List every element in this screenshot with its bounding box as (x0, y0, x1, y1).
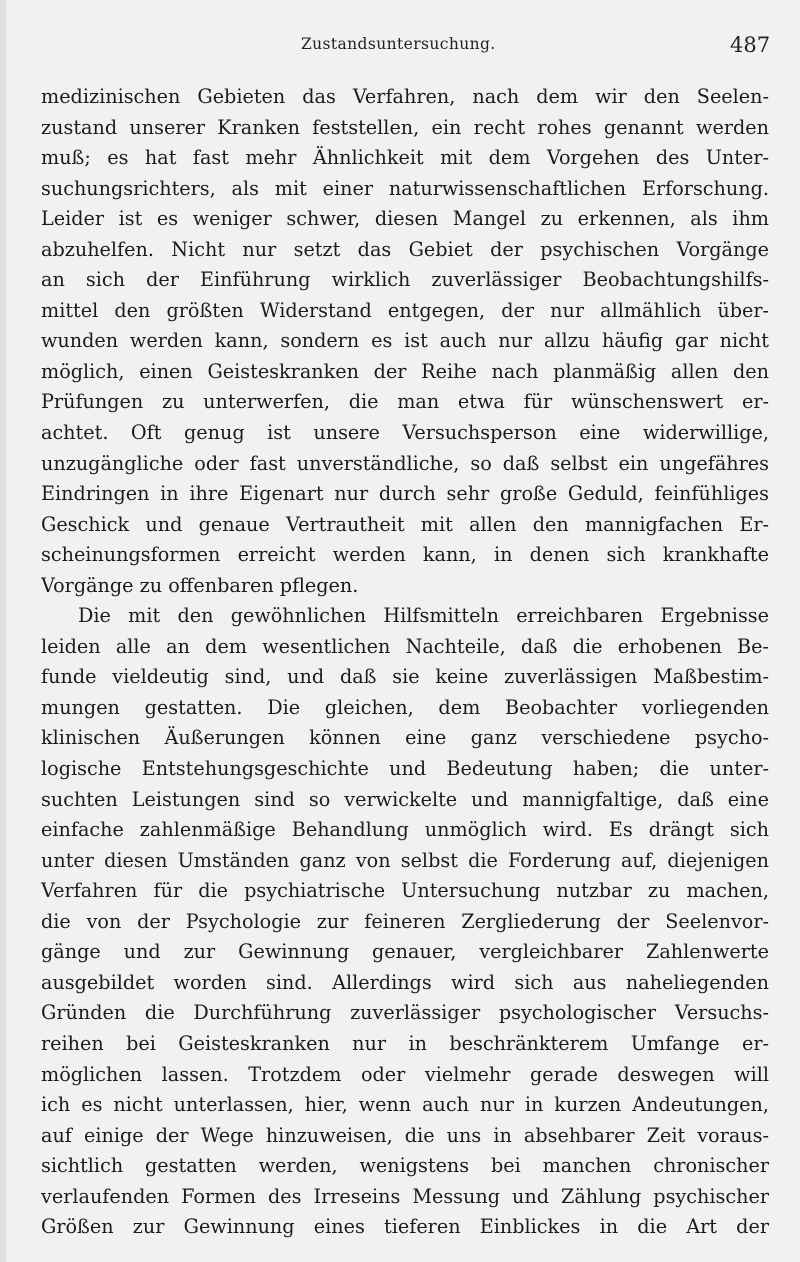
text-line: mungen gestatten. Die gleichen, dem Beobachter vorliegenden (41, 695, 769, 719)
text-line: möglichen lassen. Trotzdem oder vielmehr gerade deswegen will (41, 1062, 769, 1086)
text-line: abzuhelfen. Nicht nur setzt das Gebiet der psychischen Vorgänge (41, 237, 769, 261)
text-line: medizinischen Gebieten das Verfahren, nach dem wir den Seelen- (41, 85, 769, 108)
text-line: muß; es hat fast mehr Ähnlichkeit mit dem Vorgehen des Unter- (41, 146, 769, 170)
text-line: klinischen Äußerungen können eine ganz verschiedene psycho- (41, 726, 769, 750)
text-line: Geschick und genaue Vertrautheit mit allen den mannigfachen Er- (41, 512, 769, 536)
text-line: mittel den größten Widerstand entgegen, der nur allmählich über- (41, 298, 769, 322)
text-line: scheinungsformen erreicht werden kann, in denen sich krankhafte (41, 543, 769, 567)
text-line: leiden alle an dem wesentlichen Nachteile, daß die erhobenen Be- (41, 634, 769, 658)
text-line: wunden werden kann, sondern es ist auch nur allzu häufig gar nicht (41, 329, 769, 353)
text-line: verlaufenden Formen des Irreseins Messung und Zählung psychischer (41, 1184, 769, 1208)
page-number: 487 (730, 33, 771, 57)
text-line: reihen bei Geisteskranken nur in beschränkterem Umfange er- (41, 1031, 769, 1055)
text-line: die von der Psychologie zur feineren Zergliederung der Seelenvor- (41, 909, 769, 933)
text-line: Eindringen in ihre Eigenart nur durch sehr große Geduld, feinfühliges (41, 482, 769, 506)
text-line: funde vieldeutig sind, und daß sie keine zuverlässigen Maßbestim- (41, 665, 769, 689)
body-text (41, 82, 769, 1243)
text-line: ich es nicht unterlassen, hier, wenn auch nur in kurzen Andeutungen, (41, 1093, 769, 1117)
text-line: achtet. Oft genug ist unsere Versuchsperson eine widerwillige, (41, 421, 769, 445)
text-line: einfache zahlenmäßige Behandlung unmöglich wird. Es drängt sich (41, 818, 769, 842)
text-line: möglich, einen Geisteskranken der Reihe nach planmäßig allen den (41, 359, 769, 383)
text-line: gänge und zur Gewinnung genauer, vergleichbarer Zahlenwerte (41, 940, 769, 964)
text-line: zustand unserer Kranken feststellen, ein recht rohes genannt werden (41, 115, 769, 139)
text-line: ausgebildet worden sind. Allerdings wird sich aus naheliegenden (41, 970, 769, 994)
text-line: unzugängliche oder fast unverständliche, so daß selbst ein ungefähres (41, 451, 769, 475)
text-line: Leider ist es weniger schwer, diesen Mangel zu erkennen, als ihm (41, 207, 769, 231)
text-line: an sich der Einführung wirklich zuverlässiger Beobachtungshilfs- (41, 268, 769, 292)
paragraph-first-line: Die mit den gewöhnlichen Hilfsmitteln erreichbaren Ergebnisse (78, 604, 769, 628)
text-line: Verfahren für die psychiatrische Untersuchung nutzbar zu machen, (41, 879, 769, 903)
text-line: auf einige der Wege hinzuweisen, die uns in absehbarer Zeit voraus- (41, 1123, 769, 1147)
text-line: Größen zur Gewinnung eines tieferen Einblickes in die Art der (41, 1215, 769, 1239)
text-line: logische Entstehungsgeschichte und Bedeutung haben; die unter- (41, 757, 769, 781)
text-line: suchten Leistungen sind so verwickelte und mannigfaltige, daß eine (41, 787, 769, 811)
text-line: unter diesen Umständen ganz von selbst die Forderung auf, diejenigen (41, 848, 769, 872)
text-line: Gründen die Durchführung zuverlässiger psychologischer Versuchs- (41, 1001, 769, 1025)
text-line: Prüfungen zu unterwerfen, die man etwa für wünschenswert er- (41, 390, 769, 414)
running-head (6, 33, 800, 59)
text-line: sichtlich gestatten werden, wenigstens bei manchen chronischer (41, 1154, 769, 1178)
text-line: suchungsrichters, als mit einer naturwissenschaftlichen Erforschung. (41, 176, 769, 200)
paragraph-end-line: Vorgänge zu offenbaren pflegen. (41, 573, 359, 597)
running-title: Zustandsuntersuchung. (301, 35, 496, 53)
